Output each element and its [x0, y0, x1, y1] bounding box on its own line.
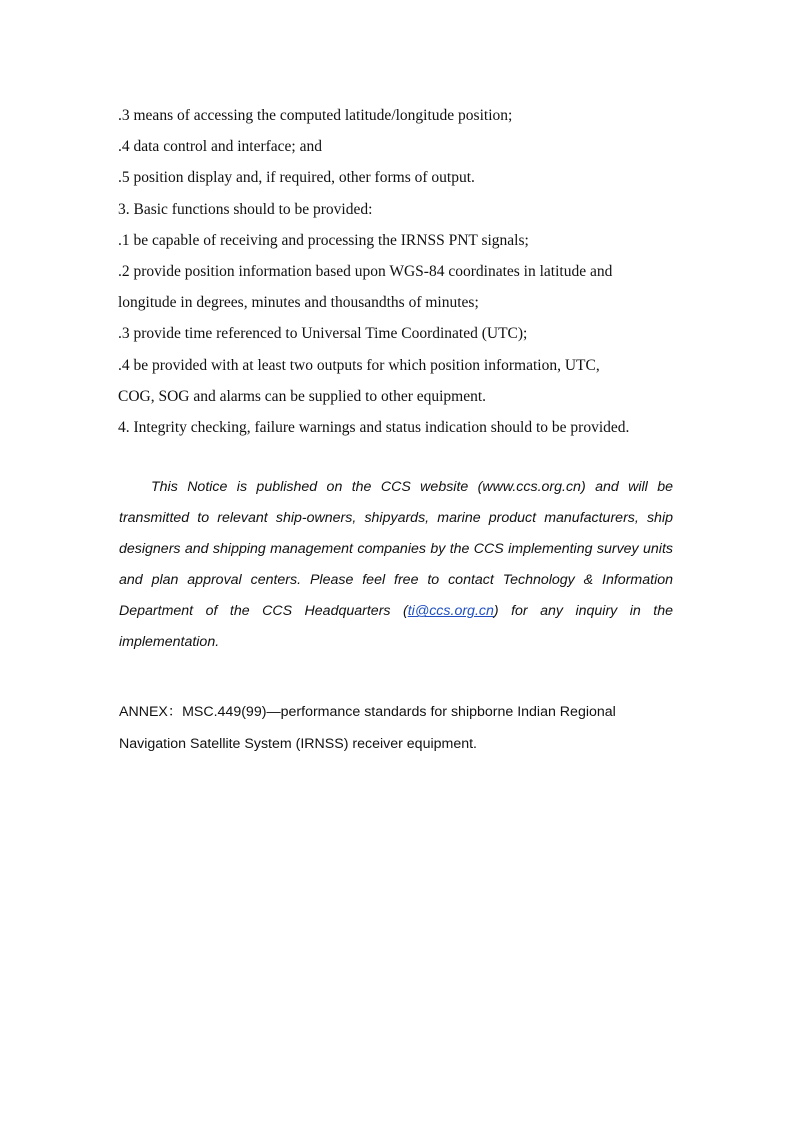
list-line: longitude in degrees, minutes and thousandths of minutes; — [118, 294, 479, 312]
list-line: .3 means of accessing the computed latitude/longitude position; — [118, 107, 513, 124]
notice-text: This Notice is published on the CCS website (www.ccs.org.cn) and will be transmitted to relevant ship-owners, shipyards, marine product manufacturers, ship designers and shipping management companies by the CCS implementing survey units and plan approval centers. Please feel free to contact Technology & Information Department of the CCS Headquarters ( — [119, 479, 673, 620]
notice-text-end: ) for any inquiry in the implementation. — [119, 603, 673, 651]
list-line: COG, SOG and alarms can be supplied to other equipment. — [118, 387, 487, 405]
list-line: 4. Integrity checking, failure warnings and status indication should to be provided. — [118, 419, 630, 437]
email-link[interactable]: ti@ccs.org.cn — [407, 603, 494, 620]
requirements-list — [118, 100, 678, 443]
annex-line-2: Navigation Satellite System (IRNSS) receiver equipment. — [119, 736, 477, 752]
list-line: .4 data control and interface; and — [118, 138, 322, 156]
list-line: .1 be capable of receiving and processing the IRNSS PNT signals; — [118, 231, 529, 249]
list-line: .2 provide position information based upon WGS-84 coordinates in latitude and — [118, 263, 613, 281]
list-line: 3. Basic functions should to be provided: — [118, 200, 373, 218]
list-line: .3 provide time referenced to Universal Time Coordinated (UTC); — [118, 325, 528, 343]
annex-note — [119, 696, 679, 760]
list-line: .4 be provided with at least two outputs for which position information, UTC, — [118, 356, 600, 374]
list-line: .5 position display and, if required, other forms of output. — [118, 169, 475, 187]
publication-notice — [119, 472, 673, 659]
annex-line-1: ANNEX：MSC.449(99)—performance standards for shipborne Indian Regional — [119, 704, 616, 720]
